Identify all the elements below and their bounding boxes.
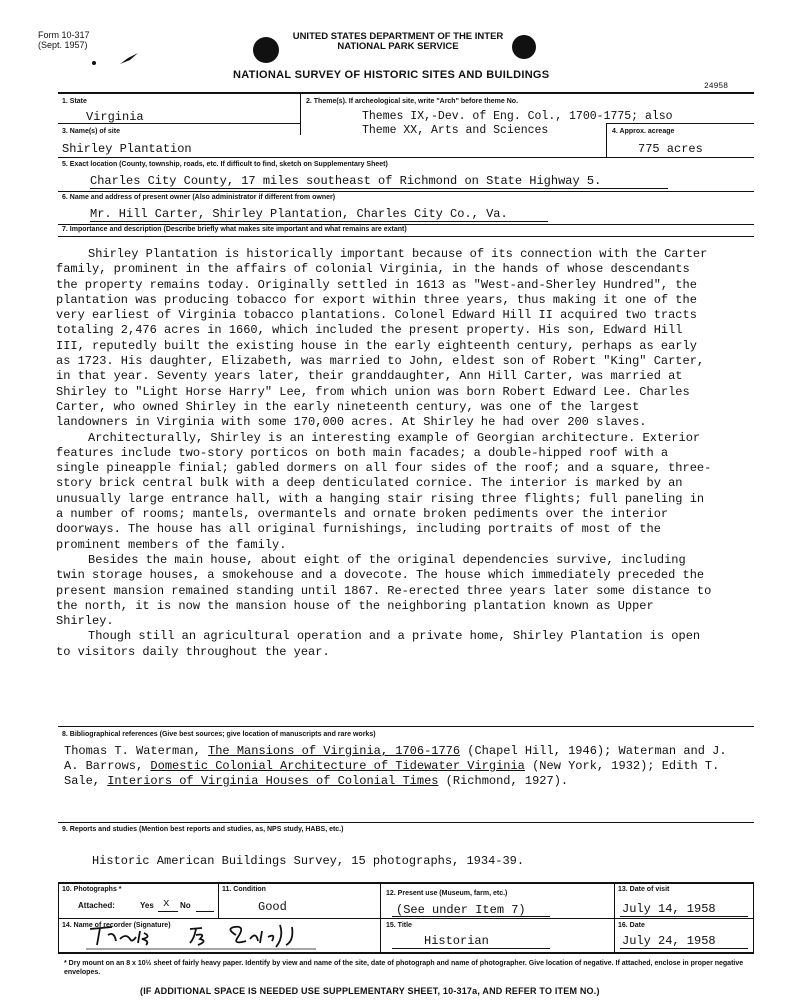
row1-divider	[300, 93, 301, 135]
themes-value-line2: Theme XX, Arts and Sciences	[362, 124, 549, 137]
site-name-value: Shirley Plantation	[62, 142, 192, 156]
visit-date-underline	[620, 916, 748, 917]
date-label: 16. Date	[618, 922, 645, 929]
agency-heading	[283, 32, 513, 52]
bibliography-text	[64, 744, 734, 789]
form-date: (Sept. 1957)	[38, 40, 88, 50]
pen-mark-icon	[118, 52, 140, 66]
footer-instruction: (IF ADDITIONAL SPACE IS NEEDED USE SUPPLEMENTARY SHEET, 10-317a, AND REFER TO ITEM NO.)	[140, 986, 600, 996]
grid-right-edge	[753, 882, 754, 952]
ink-dot	[92, 61, 96, 65]
state-value: Virginia	[86, 110, 144, 124]
importance-paragraph: Architecturally, Shirley is an interesting example of Georgian architecture. Exterior features include two-story porticos on both main facades; a double-hipped roof with a single pineapple finial; gabled dormers on all four sides of the roof; and a square, three-story brick central bulk with a deep denticulated cornice. The interior is marked by an unusually large entrance hall, with a hanging stair rising three flights; full paneling in a number of rooms; mantels, overmantels and ornate broken pediments over the interior doorways. The house has all original furnishings, including portraits of most of the prominent members of the family.	[56, 430, 712, 552]
studies-label: 9. Reports and studies (Mention best reports and studies, as, NPS study, HABS, etc.)	[62, 826, 344, 833]
bibliography-title: The Mansions of Virginia, 1706-1776	[208, 744, 461, 758]
importance-label: 7. Importance and description (Describe briefly what makes site important and what remains are extant)	[62, 226, 407, 233]
acreage-value: 775 acres	[638, 142, 703, 156]
themes-label: 2. Theme(s). If archeological site, write "Arch" before theme No.	[306, 98, 519, 105]
bibliography-part: (New York, 1932); Edith T. Sale,	[64, 759, 720, 788]
visit-date-value: July 14, 1958	[622, 902, 716, 916]
survey-title: NATIONAL SURVEY OF HISTORIC SITES AND BUILDINGS	[233, 69, 550, 81]
site-name-label: 3. Name(s) of site	[62, 128, 120, 135]
photographs-label: 10. Photographs *	[62, 886, 122, 893]
photographs-yes-blank	[158, 911, 178, 912]
form-number-block	[38, 30, 90, 50]
owner-value: Mr. Hill Carter, Shirley Plantation, Charles City Co., Va.	[90, 207, 508, 221]
grid-divider-1	[218, 882, 219, 918]
state-label: 1. State	[62, 98, 87, 105]
row5-separator	[58, 191, 754, 192]
bibliography-title: Interiors of Virginia Houses of Colonial Times	[107, 774, 439, 788]
title-label: 15. Title	[386, 922, 412, 929]
top-border	[58, 92, 754, 94]
title-value: Historian	[424, 934, 489, 948]
date-value: July 24, 1958	[622, 934, 716, 948]
agency-service: NATIONAL PARK SERVICE	[337, 41, 459, 52]
hole-punch-icon	[512, 35, 536, 59]
photographs-attached-label: Attached:	[78, 901, 115, 910]
photographs-yes-mark: x	[163, 898, 170, 910]
condition-value: Good	[258, 900, 287, 914]
bibliography-top-rule	[58, 726, 754, 727]
studies-value: Historic American Buildings Survey, 15 photographs, 1934-39.	[92, 854, 525, 868]
agency-department: UNITED STATES DEPARTMENT OF THE INTER	[292, 31, 504, 42]
present-use-underline	[392, 916, 550, 917]
photographs-no-label: No	[180, 901, 191, 910]
condition-label: 11. Condition	[222, 886, 266, 893]
row6-separator	[58, 224, 754, 225]
location-label: 5. Exact location (County, township, roads, etc. If difficult to find, sketch on Supplementary Sheet)	[62, 161, 388, 168]
bibliography-part: (Chapel Hill, 1946); Waterman and J. A. Barrows,	[64, 744, 727, 773]
grid-bottom-border	[58, 952, 754, 954]
recorder-label: 14. Name of recorder (Signature)	[62, 922, 171, 929]
grid-left-edge	[58, 882, 59, 952]
recorder-signature-icon	[86, 921, 316, 951]
location-underline	[90, 188, 668, 189]
grid-middle-rule	[58, 918, 754, 919]
present-use-label: 12. Present use (Museum, farm, etc.)	[386, 890, 508, 897]
grid-top-border	[58, 882, 754, 884]
document-number: 24958	[704, 82, 729, 91]
bibliography-part: Thomas T. Waterman,	[64, 744, 209, 758]
importance-paragraph: Besides the main house, about eight of the original dependencies survive, including twin storage houses, a smokehouse and a dovecote. The house which immediately preceded the present mansion remained standing until 1867. Re-erected three years later some distance to the north, it is now the mansion house of the neighboring plantation known as Upper Shirley.	[56, 552, 712, 629]
bibliography-part: (Richmond, 1927).	[438, 774, 569, 788]
row3-separator	[58, 157, 754, 158]
owner-underline	[90, 221, 548, 222]
grid-divider-2	[380, 882, 381, 952]
owner-label: 6. Name and address of present owner (Also administrator if different from owner)	[62, 194, 336, 201]
acreage-label: 4. Approx. acreage	[612, 128, 675, 135]
bibliography-label: 8. Bibliographical references (Give best sources; give location of manuscripts and rare works)	[62, 731, 376, 738]
department-seal-icon	[253, 37, 279, 63]
importance-paragraph: Though still an agricultural operation and a private home, Shirley Plantation is open to visitors daily throughout the year.	[56, 629, 701, 659]
bibliography-title: Domestic Colonial Architecture of Tidewater Virginia	[150, 759, 525, 773]
photographs-no-blank	[196, 911, 214, 912]
row7-separator	[58, 236, 754, 237]
studies-top-rule	[58, 822, 754, 823]
acreage-top-rule	[606, 123, 754, 124]
row3-divider	[606, 123, 607, 157]
themes-value-line1: Themes IX,-Dev. of Eng. Col., 1700-1775; also	[362, 110, 673, 123]
row1-separator	[58, 123, 301, 124]
date-underline	[620, 948, 748, 949]
grid-divider-3	[614, 882, 615, 952]
location-value: Charles City County, 17 miles southeast of Richmond on State Highway 5.	[90, 174, 602, 188]
visit-date-label: 13. Date of visit	[618, 886, 670, 893]
form-number: Form 10-317	[38, 30, 90, 40]
mounting-note: * Dry mount on an 8 x 10½ sheet of fairly heavy paper. Identify by view and name of the site, date of photograph and name of photographer. Give location of negative. If attached, enclose in proper negative envelopes.	[64, 960, 744, 976]
importance-paragraph: Shirley Plantation is historically important because of its connection with the Carter family, prominent in the affairs of colonial Virginia, in the hands of whose descendants the property remains today. Originally settled in 1613 as "West-and-Sherley Hundred", the plantation was producing tobacco for export within three years, thus making it one of the very earliest of Virginia tobacco plantations. Colonel Edward Hill II acquired two tracts totaling 2,476 acres in 1660, which included the present property. His son, Edward Hill III, reputedly built the existing house in the early eighteenth century, perhaps as early as 1723. His daughter, Elizabeth, was married to John, eldest son of Robert "King" Carter, in that year. Seventy years later, their granddaughter, Ann Hill Carter, was married at Shirley to "Light Horse Harry" Lee, from which union was born Robert Edward Lee. Charles Carter, who owned Shirley in the early nineteenth century, was one of the largest landowners in Virginia with some 170,000 acres. At Shirley he had over 200 slaves.	[56, 247, 708, 430]
present-use-value: (See under Item 7)	[396, 903, 526, 917]
importance-description	[56, 247, 712, 660]
photographs-yes-label: Yes	[140, 901, 154, 910]
title-underline	[392, 948, 550, 949]
